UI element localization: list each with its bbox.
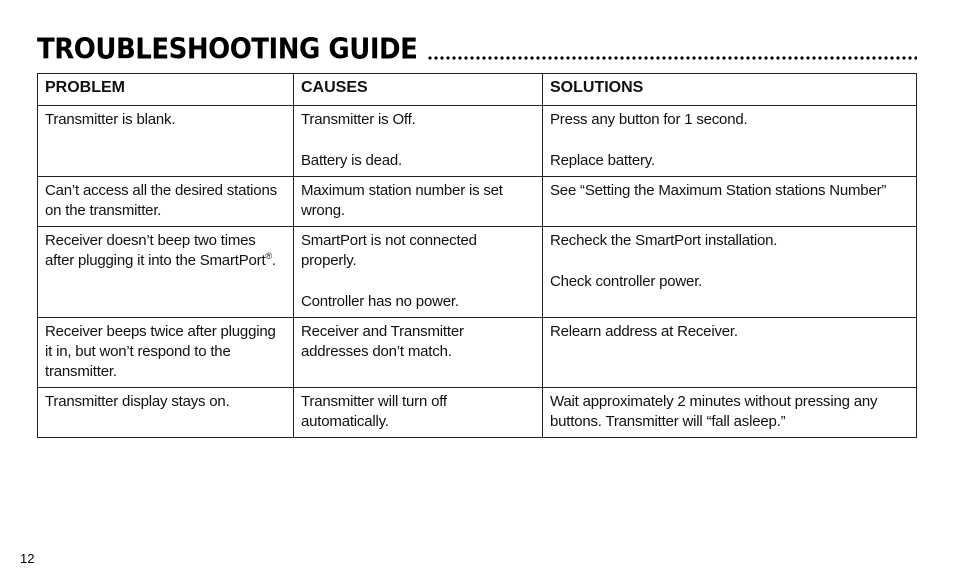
- problem-text: Transmitter display stays on.: [45, 393, 230, 410]
- solution-text: Wait approximately 2 minutes without pressing any buttons. Transmitter will “fall asleep.”: [550, 393, 878, 430]
- table-header-row: [38, 74, 917, 106]
- problem-cell: [38, 227, 294, 318]
- registered-mark: ®: [265, 251, 272, 261]
- page-title: TROUBLESHOOTING GUIDE: [37, 33, 418, 66]
- cause-text: Maximum station number is set wrong.: [301, 182, 503, 219]
- problem-text-end: .: [271, 252, 276, 269]
- header-causes: CAUSES: [294, 74, 543, 106]
- solution-text: Recheck the SmartPort installation.: [550, 232, 778, 249]
- problem-cell: [38, 177, 294, 227]
- solution-text: Press any button for 1 second.: [550, 111, 748, 128]
- solutions-cell: [543, 177, 917, 227]
- troubleshooting-table: [37, 73, 917, 438]
- causes-cell: [294, 388, 543, 438]
- causes-cell: [294, 227, 543, 318]
- causes-cell: [294, 318, 543, 388]
- causes-cell: [294, 177, 543, 227]
- header-solutions: SOLUTIONS: [543, 74, 917, 106]
- solution-text: Replace battery.: [550, 152, 655, 169]
- table-row: [38, 106, 917, 177]
- cause-text: SmartPort is not connected properly.: [301, 232, 477, 269]
- problem-cell: [38, 388, 294, 438]
- problem-text: Receiver doesn’t beep two times after plugging it into the SmartPort: [45, 232, 266, 269]
- problem-text: Receiver beeps twice after plugging it in, but won’t respond to the transmitter.: [45, 323, 276, 380]
- page-number: 12: [20, 551, 35, 566]
- title-row: [37, 32, 917, 66]
- solutions-cell: [543, 106, 917, 177]
- table-row: [38, 318, 917, 388]
- solution-text: Relearn address at Receiver.: [550, 323, 738, 340]
- problem-text: Transmitter is blank.: [45, 111, 176, 128]
- cause-text: Battery is dead.: [301, 152, 403, 169]
- solutions-cell: [543, 227, 917, 318]
- causes-cell: [294, 106, 543, 177]
- cause-text: Transmitter is Off.: [301, 111, 416, 128]
- solution-text: See “Setting the Maximum Station stations Number”: [550, 182, 887, 199]
- table-row: [38, 227, 917, 318]
- cause-text: Receiver and Transmitter addresses don’t match.: [301, 323, 464, 360]
- solution-text: Check controller power.: [550, 273, 703, 290]
- problem-cell: [38, 106, 294, 177]
- problem-text: Can’t access all the desired stations on the transmitter.: [45, 182, 277, 219]
- table-row: [38, 388, 917, 438]
- problem-cell: [38, 318, 294, 388]
- solutions-cell: [543, 318, 917, 388]
- cause-text: Controller has no power.: [301, 293, 459, 310]
- header-problem: PROBLEM: [38, 74, 294, 106]
- solutions-cell: [543, 388, 917, 438]
- title-dot-leader: [427, 36, 917, 66]
- table-row: [38, 177, 917, 227]
- cause-text: Transmitter will turn off automatically.: [301, 393, 447, 430]
